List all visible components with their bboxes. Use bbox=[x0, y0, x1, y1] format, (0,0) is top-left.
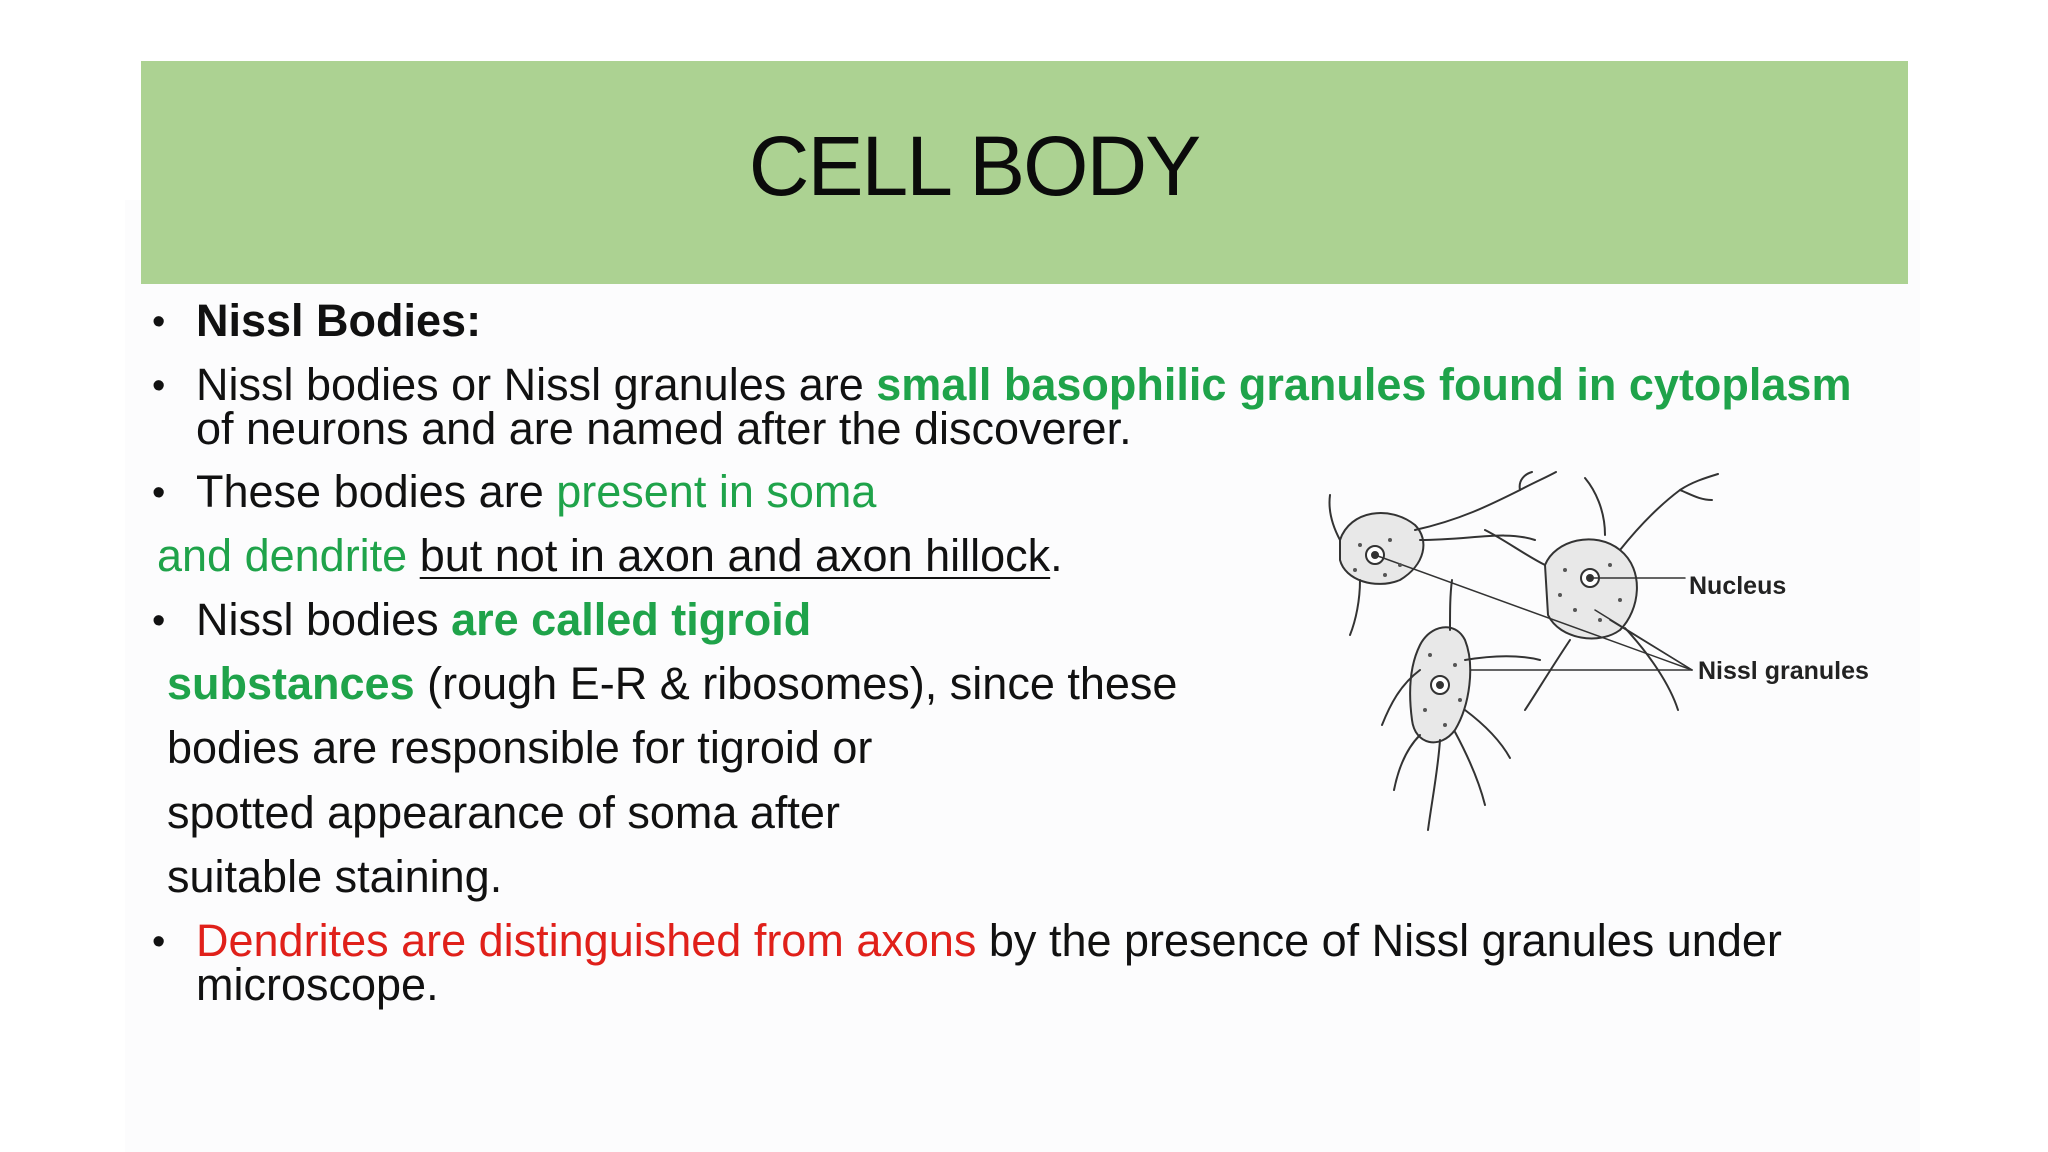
paragraph-4-line-2: microscope. bbox=[196, 959, 439, 1010]
highlight-text: Dendrites are distinguished from axons bbox=[196, 915, 977, 966]
text-run: by the presence of Nissl granules under bbox=[976, 915, 1782, 966]
bullet-glyph: • bbox=[152, 600, 166, 642]
text-run: . bbox=[1050, 530, 1063, 581]
paragraph-3-line-1 bbox=[196, 595, 811, 645]
highlight-text: and dendrite bbox=[157, 530, 408, 581]
label-nissl-granules: Nissl granules bbox=[1698, 657, 1869, 685]
highlight-text: substances bbox=[167, 658, 415, 709]
text-run bbox=[407, 530, 420, 581]
paragraph-2-line-2 bbox=[157, 531, 1063, 581]
label-nucleus: Nucleus bbox=[1689, 572, 1787, 600]
text-run: (rough E-R & ribosomes), since these bbox=[414, 658, 1178, 709]
bullet-glyph: • bbox=[152, 921, 166, 963]
bullet-glyph: • bbox=[152, 365, 166, 407]
text-run: Nissl bodies bbox=[196, 594, 452, 645]
text-run: Nissl bodies or Nissl granules are bbox=[196, 359, 877, 410]
paragraph-2-line-1 bbox=[196, 467, 876, 517]
paragraph-3-line-4: spotted appearance of soma after bbox=[167, 787, 840, 838]
highlight-text: present in soma bbox=[556, 466, 877, 517]
highlight-text: small basophilic granules found in cytoplasm bbox=[876, 359, 1852, 410]
neuron-diagram bbox=[1320, 470, 1880, 850]
underlined-text: but not in axon and axon hillock bbox=[419, 530, 1051, 581]
text-run: These bodies are bbox=[196, 466, 557, 517]
paragraph-3-line-3: bodies are responsible for tigroid or bbox=[167, 722, 873, 773]
slide-title: CELL BODY bbox=[748, 119, 1200, 213]
heading-nissl-bodies: Nissl Bodies: bbox=[196, 295, 482, 346]
paragraph-3-line-5: suitable staining. bbox=[167, 851, 503, 902]
paragraph-3-line-2 bbox=[167, 659, 1177, 709]
bullet-glyph: • bbox=[152, 472, 166, 514]
paragraph-1-line-2: of neurons and are named after the discoverer. bbox=[196, 403, 1132, 454]
bullet-glyph: • bbox=[152, 301, 166, 343]
highlight-text: are called tigroid bbox=[451, 594, 812, 645]
